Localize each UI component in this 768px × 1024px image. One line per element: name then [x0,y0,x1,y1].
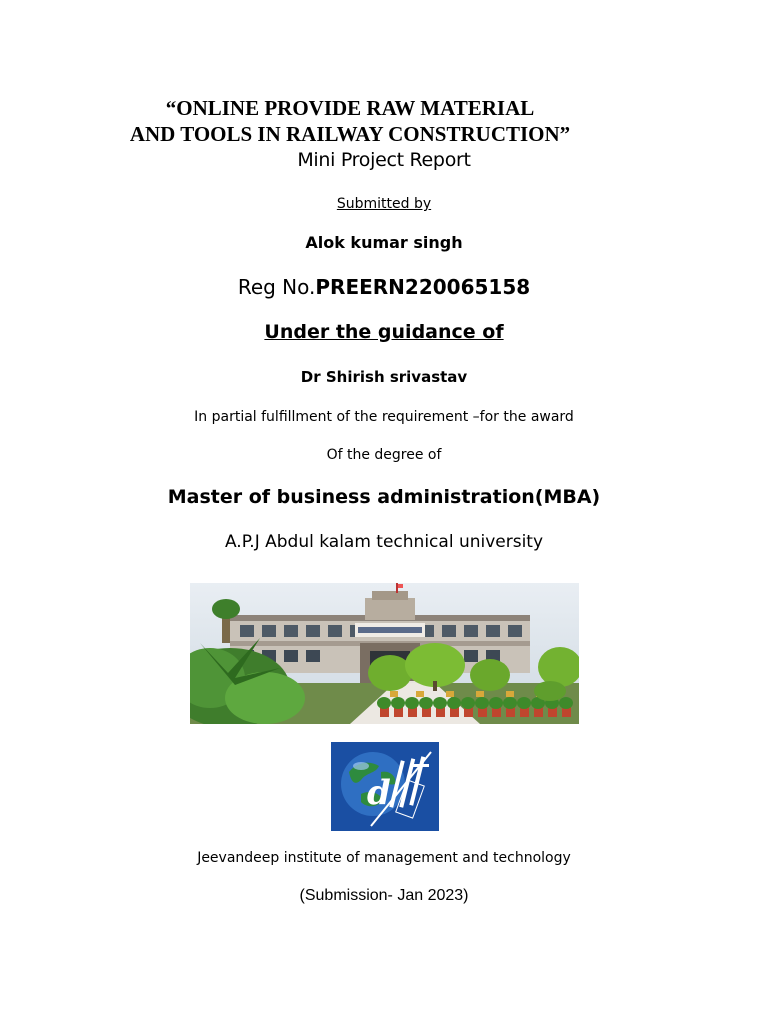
report-subtitle: Mini Project Report [297,149,471,171]
registration-number [0,275,768,299]
degree-of-label: Of the degree of [326,447,442,463]
institute-logo [331,742,439,831]
reg-prefix: Reg No. [237,275,316,299]
title-line-2: AND TOOLS IN RAILWAY CONSTRUCTION” [129,122,571,146]
reg-value: PREERN220065158 [315,275,531,299]
submitted-by-label: Submitted by [336,196,432,212]
author-name: Alok kumar singh [305,233,463,252]
fulfillment-statement: In partial fulfillment of the requirement –for the award [194,409,574,425]
guidance-heading: Under the guidance of [264,321,504,343]
campus-photo [190,583,579,724]
university-name: A.P.J Abdul kalam technical university [224,532,544,552]
institute-name: Jeevandeep institute of management and technology [197,850,571,866]
svg-text:d: d [367,773,391,813]
title-line-1: “ONLINE PROVIDE RAW MATERIAL [165,96,535,120]
guide-name: Dr Shirish srivastav [300,368,468,386]
submission-date: (Submission- Jan 2023) [299,887,469,904]
degree-name: Master of business administration(MBA) [167,486,601,508]
